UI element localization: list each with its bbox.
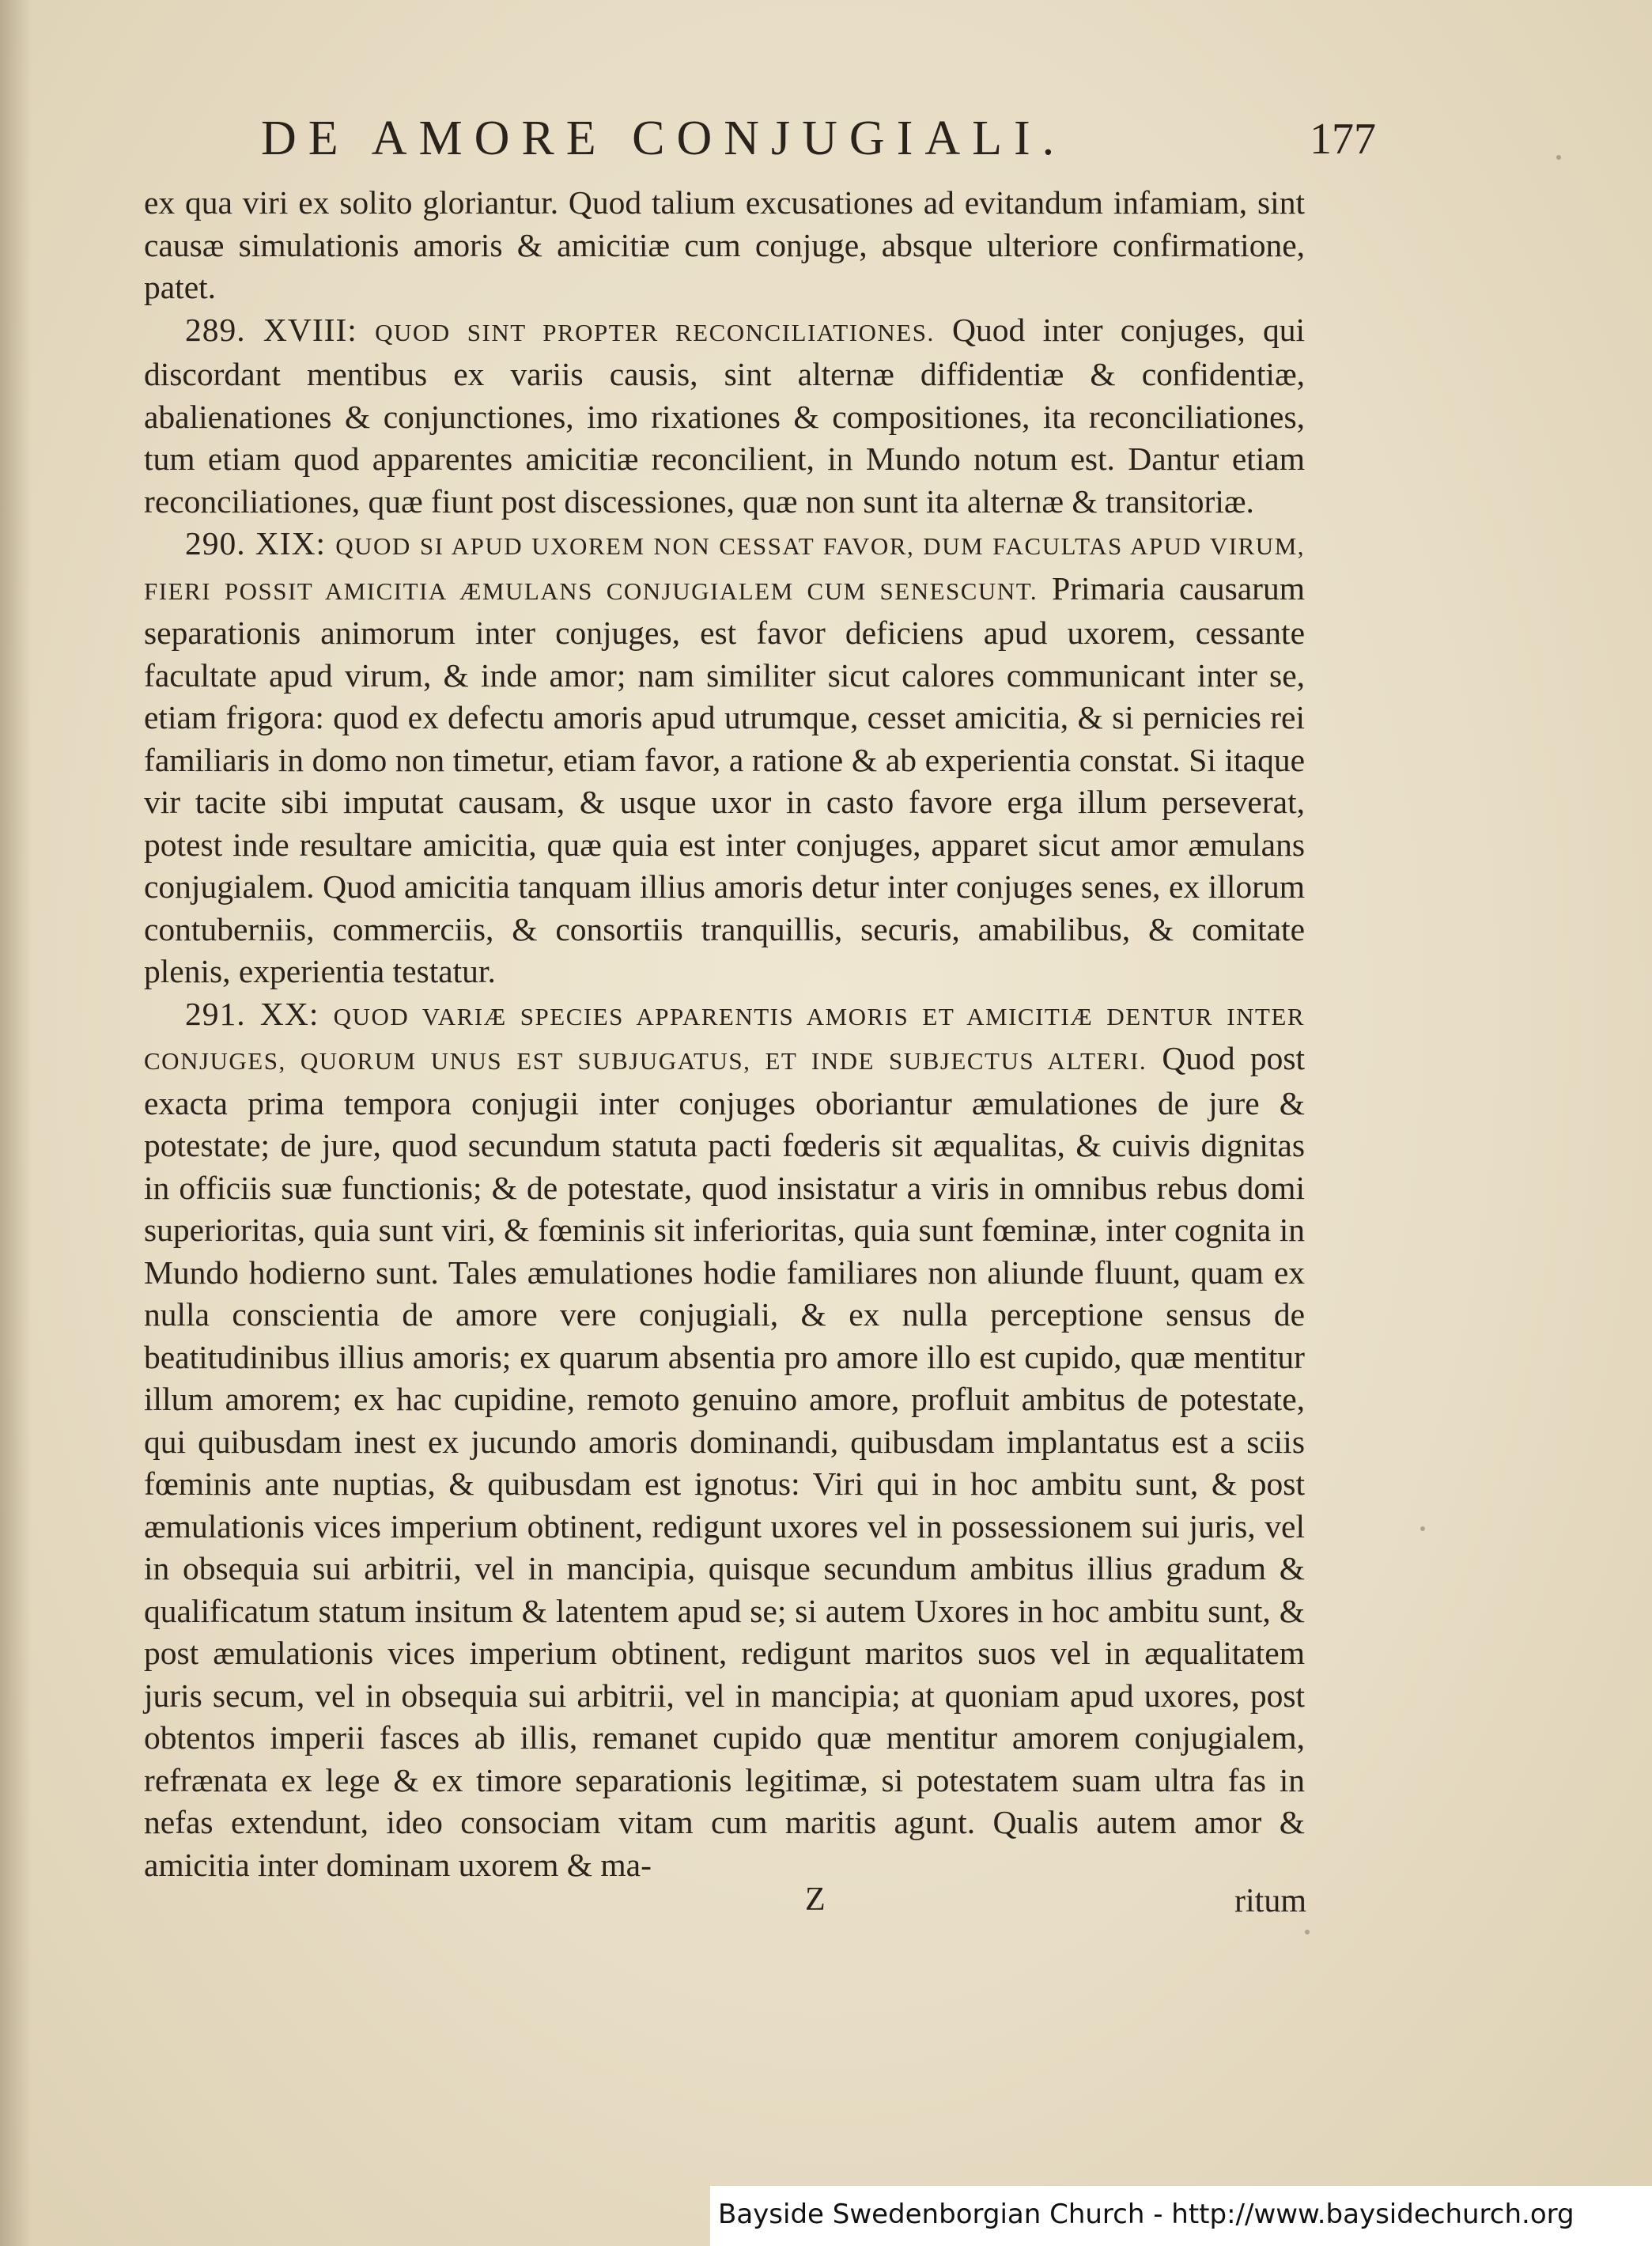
section-body: Quod post exacta prima tempora conjugii inter conjuges oboriantur æmulationes de jure & potestate; de jure, quod secundum statuta pacti fœderis sit æqualitas, & cuivis dignitas in officiis suæ functionis; & de potestate, quod insistatur a viris in omnibus rebus domi superioritas, quia sunt viri, & fœminis sit inferioritas, quia sunt fœminæ, inter cognita in Mundo hodierno sunt. Tales æmulationes hodie familiares non aliunde fluunt, quam ex nulla conscientia de amore vere conjugiali, & ex nulla perceptione sensus de beatitudinibus illius amoris; ex quarum absentia pro amore illo est cupido, quæ mentitur illum amorem; ex hac cupidine, remoto genuino amore, profluit ambitus de potestate, qui quibusdam inest ex jucundo amoris dominandi, quibusdam implantatus est a sciis fœminis ante nuptias, & quibusdam est ignotus: Viri qui in hoc ambitu sunt, & post æmulationis vices imperium obtinent, redigunt uxores vel in possessionem sui juris, vel in obsequia sui arbitrii, vel in mancipia, quisque secundum ambitus illius gradum & qualificatum statum insitum & latentem apud se; si autem Uxores in hoc ambitu sunt, & post æmulationis vices imperium obtinent, redigunt maritos suos vel in æqualitatem juris secum, vel in obsequia sui arbitrii, vel in mancipia; at quoniam apud uxores, post obtentos imperii fasces ab illis, remanet cupido quæ mentitur amorem conjugialem, refrænata ex lege & ex timore separationis legitimæ, si potestatem suam ultra fas in nefas extendunt, ideo consociam vitam cum maritis agunt. Qualis autem amor & amicitia inter dominam uxorem & ma- (144, 1040, 1306, 1883)
catchword: ritum (1234, 1883, 1306, 1919)
main-text (144, 182, 1305, 1886)
running-head-title: DE AMORE CONJUGIALI. (261, 112, 1067, 165)
intro-paragraph: ex qua viri ex solito gloriantur. Quod talium excusationes ad evitandum infamiam, sint causæ simulationis amoris & amicitiæ cum conjuge, absque ulteriore confirmatione, patet. (144, 184, 1305, 305)
section-roman: XVIII: (263, 311, 357, 348)
section-number: 291. (185, 995, 246, 1032)
section-290 (144, 523, 1305, 993)
paper-speck (1556, 155, 1561, 160)
section-heading: QUOD VARIÆ SPECIES APPARENTIS AMORIS ET AMICITIÆ DENTUR INTER CONJUGES, QUORUM UNUS EST SUBJUGATUS, ET INDE SUBJECTUS ALTERI. (144, 1002, 1306, 1075)
running-head (142, 111, 1376, 174)
section-body: Quod inter conjuges, qui discordant mentibus ex variis causis, sint alternæ diffidentiæ & confidentiæ, abalienationes & conjunctiones, imo rixationes & compositiones, ita reconciliationes, tum etiam quod apparentes amicitiæ reconcilient, in Mundo notum est. Dantur etiam reconciliationes, quæ fiunt post discessiones, quæ non sunt ita alternæ & transitoriæ. (144, 311, 1305, 520)
section-body: Primaria causarum separationis animorum inter conjuges, est favor deficiens apud uxorem, cessante facultate apud virum, & inde amor; nam similiter sicut calores communicant inter se, etiam frigora: quod ex defectu amoris apud utrumque, cesset amicitia, & si pernicies rei familiaris in domo non timetur, etiam favor, a ratione & ab experientia constat. Si itaque vir tacite sibi imputat causam, & usque uxor in casto favore erga illum perseverat, potest inde resultare amicitia, quæ quia est inter conjuges, apparet sicut amor æmulans conjugialem. Quod amicitia tanquam illius amoris detur inter conjuges senes, ex illorum contuberniis, commerciis, & consortiis tranquillis, securis, amabilibus, & comitate plenis, experientia testatur. (144, 569, 1306, 989)
section-289 (144, 309, 1305, 524)
section-heading: QUOD SINT PROPTER RECONCILIATIONES. (375, 318, 935, 346)
signature-mark: Z (805, 1881, 826, 1918)
section-roman: XX: (259, 995, 319, 1032)
paper-speck (1305, 1930, 1310, 1934)
watermark-text: Bayside Swedenborgian Church - http://www.baysidechurch.org (718, 2199, 1575, 2230)
watermark-banner (710, 2186, 1652, 2246)
section-number: 290. (185, 525, 246, 562)
page-number: 177 (1310, 115, 1376, 164)
paper-speck (1420, 1526, 1425, 1531)
section-heading: QUOD SI APUD UXOREM NON CESSAT FAVOR, DUM FACULTAS APUD VIRUM, FIERI POSSIT AMICITIA ÆMULANS CONJUGIALEM CUM SENESCUNT. (144, 532, 1306, 605)
section-291 (144, 993, 1305, 1887)
gutter-shadow (0, 0, 32, 2246)
section-number: 289. (185, 311, 246, 348)
section-roman: XIX: (255, 525, 327, 562)
